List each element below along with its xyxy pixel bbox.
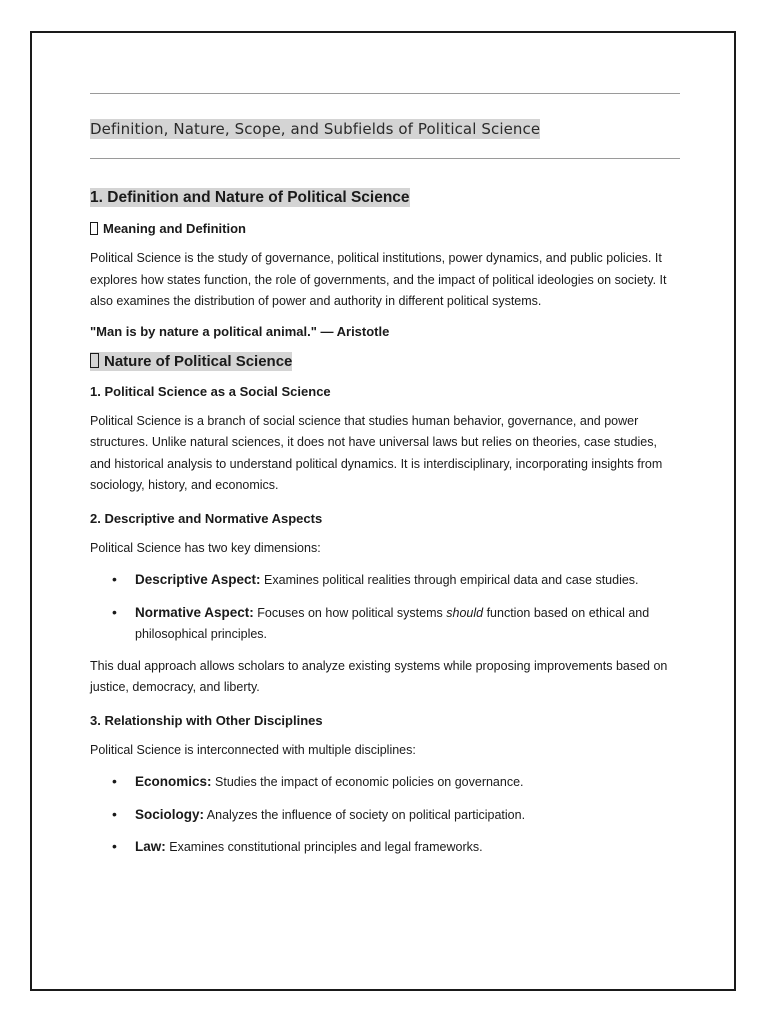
list-item: • Descriptive Aspect: Examines political realities through empirical data and case studies. (90, 569, 680, 592)
aspects-list (90, 569, 680, 646)
title-top-rule (90, 93, 680, 94)
aristotle-quote: "Man is by nature a political animal." — Aristotle (90, 323, 390, 339)
bullet-icon: • (112, 603, 117, 620)
document-page (30, 31, 736, 991)
meaning-paragraph: Political Science is the study of governance, political institutions, power dynamics, and public policies. It explores how states function, the role of governments, and the impact of political ideologies on society. It also examines the distribution of power and authority in different political systems. (90, 251, 667, 308)
list-item: • Sociology: Analyzes the influence of society on political participation. (90, 804, 680, 827)
bullet-icon: • (112, 571, 117, 587)
section-heading-definition-nature (90, 189, 680, 207)
list-item: • Normative Aspect: Focuses on how political systems should function based on ethical and philosophical principles. (112, 603, 650, 641)
missing-glyph-icon (90, 222, 98, 235)
missing-glyph-icon (90, 353, 99, 368)
title-bottom-rule (90, 158, 680, 159)
disciplines-list (90, 771, 680, 859)
subheading-other-disciplines: 3. Relationship with Other Disciplines (90, 712, 323, 728)
document-title: Definition, Nature, Scope, and Subfields of Political Science (90, 120, 541, 138)
subheading-social-science: 1. Political Science as a Social Science (90, 383, 331, 399)
bullet-icon: • (112, 838, 117, 854)
dual-approach-paragraph: This dual approach allows scholars to analyze existing systems while proposing improvements based on justice, democracy, and liberty. (90, 658, 668, 694)
nature-heading: Nature of Political Science (90, 353, 680, 370)
list-item: • Law: Examines constitutional principles and legal frameworks. (90, 836, 680, 859)
section-heading-text: Definition and Nature of Political Science (107, 189, 410, 206)
section-number: 1. (90, 189, 103, 206)
subheading-descriptive-normative: 2. Descriptive and Normative Aspects (90, 510, 323, 526)
list-item: • Economics: Studies the impact of economic policies on governance. (90, 771, 680, 794)
bullet-icon: • (112, 805, 117, 822)
bullet-icon: • (112, 773, 117, 789)
disciplines-intro: Political Science is interconnected with multiple disciplines: (90, 742, 416, 757)
document-content (90, 93, 680, 869)
meaning-heading: Meaning and Definition (90, 221, 680, 236)
social-science-paragraph: Political Science is a branch of social science that studies human behavior, governance, and power structures. Unlike natural sciences, it does not have universal laws but relies on theories, case studies, and historical analysis to understand political dynamics. It is interdisciplinary, incorporating insights from sociology, history, and economics. (90, 413, 663, 492)
dimensions-intro: Political Science has two key dimensions: (90, 540, 321, 555)
